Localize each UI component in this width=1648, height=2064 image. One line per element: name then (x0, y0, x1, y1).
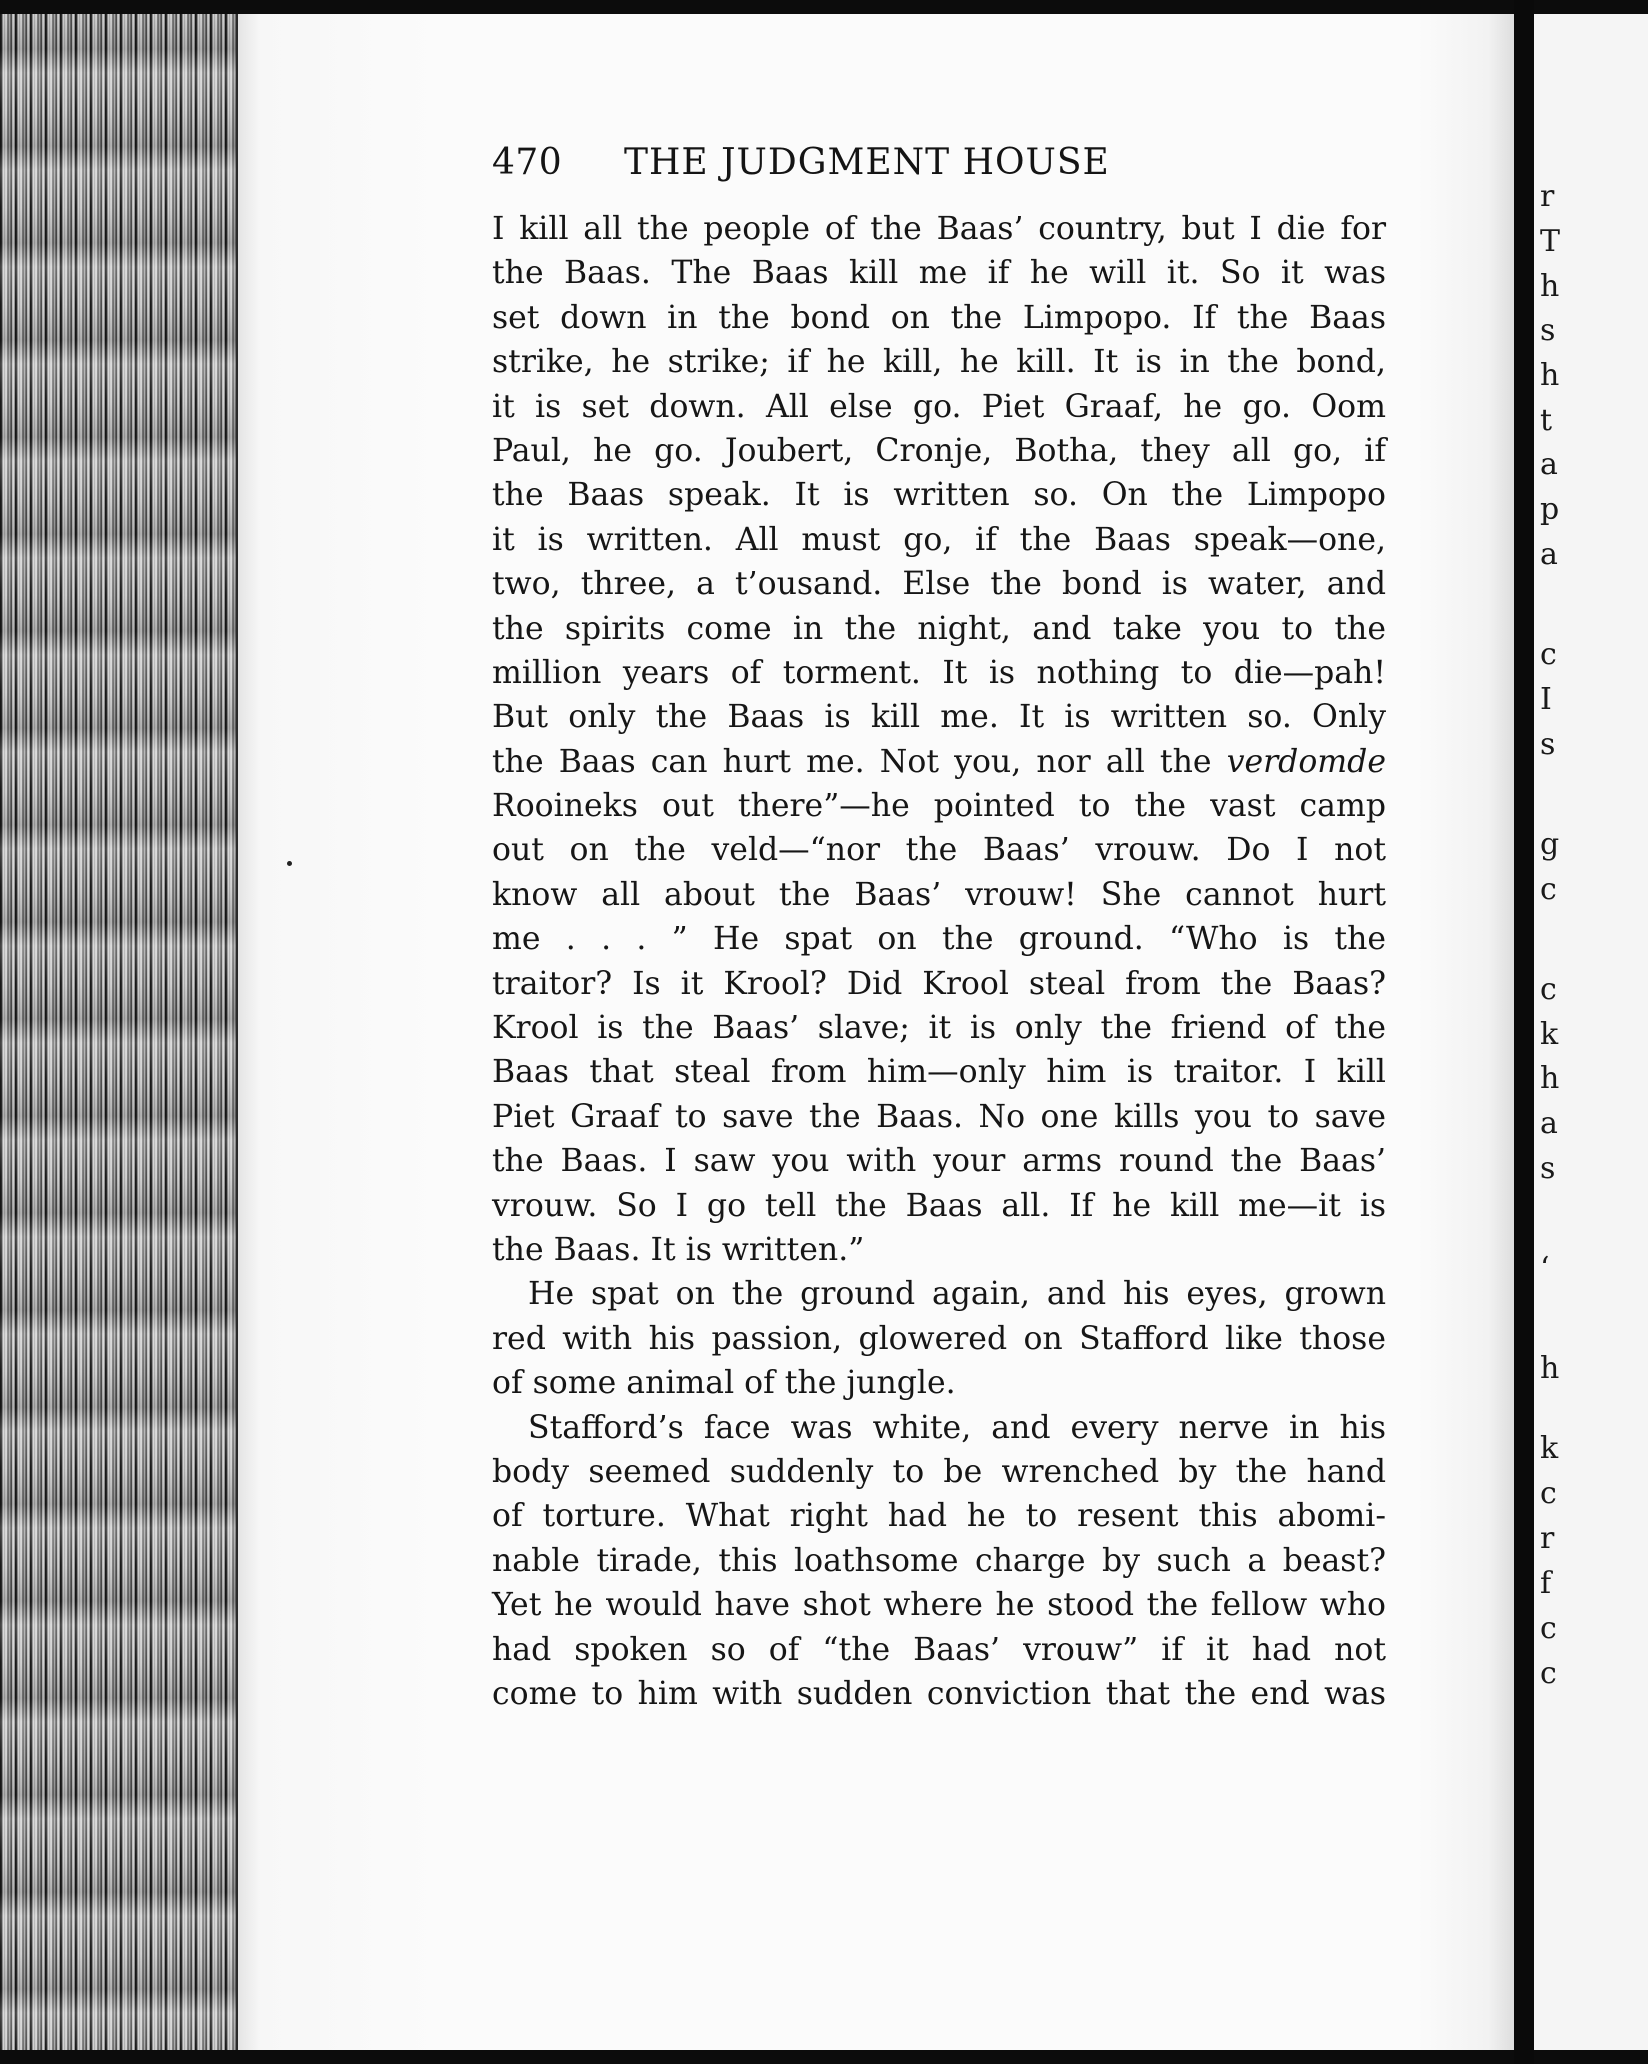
facing-page-fragment: h (1540, 1351, 1560, 1386)
text-line: come to him with sudden conviction that the end was (492, 1675, 1386, 1712)
facing-page-fragment: h (1540, 269, 1560, 304)
facing-page-fragment: k (1540, 1017, 1559, 1052)
text-line: of torture. What right had he to resent this abomi- (492, 1498, 1386, 1535)
text-line: million years of torment. It is nothing to die—pah! (492, 654, 1386, 691)
facing-page-fragment: s (1540, 1151, 1556, 1186)
italic-word: verdomde (1226, 743, 1386, 780)
facing-page-fragment: c (1540, 872, 1557, 907)
text-line: two, three, a t’ousand. Else the bond is water, and (492, 566, 1386, 603)
text-line: nable tirade, this loathsome charge by such a beast? (492, 1542, 1386, 1579)
facing-page-fragment: a (1540, 1106, 1558, 1141)
facing-page-edge (1534, 14, 1648, 2050)
text-line: vrouw. So I go tell the Baas all. If he kill me—it is (492, 1187, 1386, 1224)
text-line: Piet Graaf to save the Baas. No one kills you to save (492, 1098, 1386, 1135)
facing-page-fragment: c (1540, 1611, 1557, 1646)
facing-page-fragment: a (1540, 537, 1558, 572)
text-line: Stafford’s face was white, and every nerve in his (528, 1409, 1386, 1446)
running-header (492, 142, 1392, 183)
text-line: Paul, he go. Joubert, Cronje, Botha, they all go, if (492, 432, 1386, 469)
text-line: set down in the bond on the Limpopo. If the Baas (492, 299, 1386, 336)
book-gutter (1514, 0, 1534, 2064)
facing-page-fragment: h (1540, 358, 1560, 393)
text-line: Yet he would have shot where he stood the fellow who (492, 1587, 1386, 1624)
text-line: He spat on the ground again, and his eyes, grown (528, 1276, 1386, 1313)
facing-page-fragment: s (1540, 727, 1556, 762)
text-line: red with his passion, glowered on Stafford like those (492, 1320, 1386, 1357)
text-line: traitor? Is it Krool? Did Krool steal from the Baas? (492, 965, 1386, 1002)
text-line: the spirits come in the night, and take you to the (492, 610, 1386, 647)
facing-page-fragment: s (1540, 313, 1556, 348)
text-line: of some animal of the jungle. (492, 1365, 956, 1402)
text-line: the Baas can hurt me. Not you, nor all the verdomde (492, 743, 1386, 780)
text-line: know all about the Baas’ vrouw! She cannot hurt (492, 876, 1386, 913)
facing-page-fragment: g (1540, 827, 1560, 862)
book-page-edges (0, 14, 236, 2050)
text-line: Rooineks out there”—he pointed to the vast camp (492, 788, 1386, 825)
facing-page-fragment: p (1540, 492, 1560, 527)
facing-page-fragment: k (1540, 1431, 1559, 1466)
text-line: the Baas. The Baas kill me if he will it. So it was (492, 255, 1386, 292)
page-speck (287, 861, 292, 866)
text-line: Krool is the Baas’ slave; it is only the friend of the (492, 1010, 1386, 1047)
text-line: the Baas. I saw you with your arms round the Baas’ (492, 1143, 1386, 1180)
facing-page-fragment: c (1540, 1476, 1557, 1511)
facing-page-fragment: a (1540, 447, 1558, 482)
text-line: it is written. All must go, if the Baas speak—one, (492, 521, 1386, 558)
facing-page-fragment: t (1540, 403, 1553, 438)
facing-page-fragment: ‘ (1540, 1251, 1550, 1286)
facing-page-fragment: r (1540, 1521, 1555, 1556)
text-line: body seemed suddenly to be wrenched by the hand (492, 1453, 1386, 1490)
facing-page-fragment: h (1540, 1061, 1560, 1096)
facing-page-fragment: I (1540, 682, 1552, 717)
page-number: 470 (492, 142, 563, 183)
text-line: the Baas. It is written.” (492, 1231, 865, 1268)
running-title: THE JUDGMENT HOUSE (623, 142, 1110, 183)
facing-page-fragment: f (1540, 1566, 1552, 1601)
text-line: But only the Baas is kill me. It is written so. Only (492, 699, 1386, 736)
text-line: me . . . ” He spat on the ground. “Who is the (492, 921, 1386, 958)
facing-page-fragment: T (1540, 224, 1561, 259)
facing-page-fragment: r (1540, 179, 1555, 214)
text-line: I kill all the people of the Baas’ country, but I die for (492, 211, 1386, 247)
page-body-text (492, 207, 1386, 1716)
text-line: strike, he strike; if he kill, he kill. It is in the bond, (492, 344, 1386, 381)
text-line: the Baas speak. It is written so. On the Limpopo (492, 477, 1386, 514)
text-line: it is set down. All else go. Piet Graaf, he go. Oom (492, 388, 1386, 425)
facing-page-fragment: c (1540, 1656, 1557, 1691)
text-line: had spoken so of “the Baas’ vrouw” if it had not (492, 1631, 1386, 1668)
text-line: out on the veld—“nor the Baas’ vrouw. Do I not (492, 832, 1386, 869)
text-line: Baas that steal from him—only him is traitor. I kill (492, 1054, 1386, 1091)
facing-page-fragment: c (1540, 972, 1557, 1007)
facing-page-fragment: c (1540, 637, 1557, 672)
